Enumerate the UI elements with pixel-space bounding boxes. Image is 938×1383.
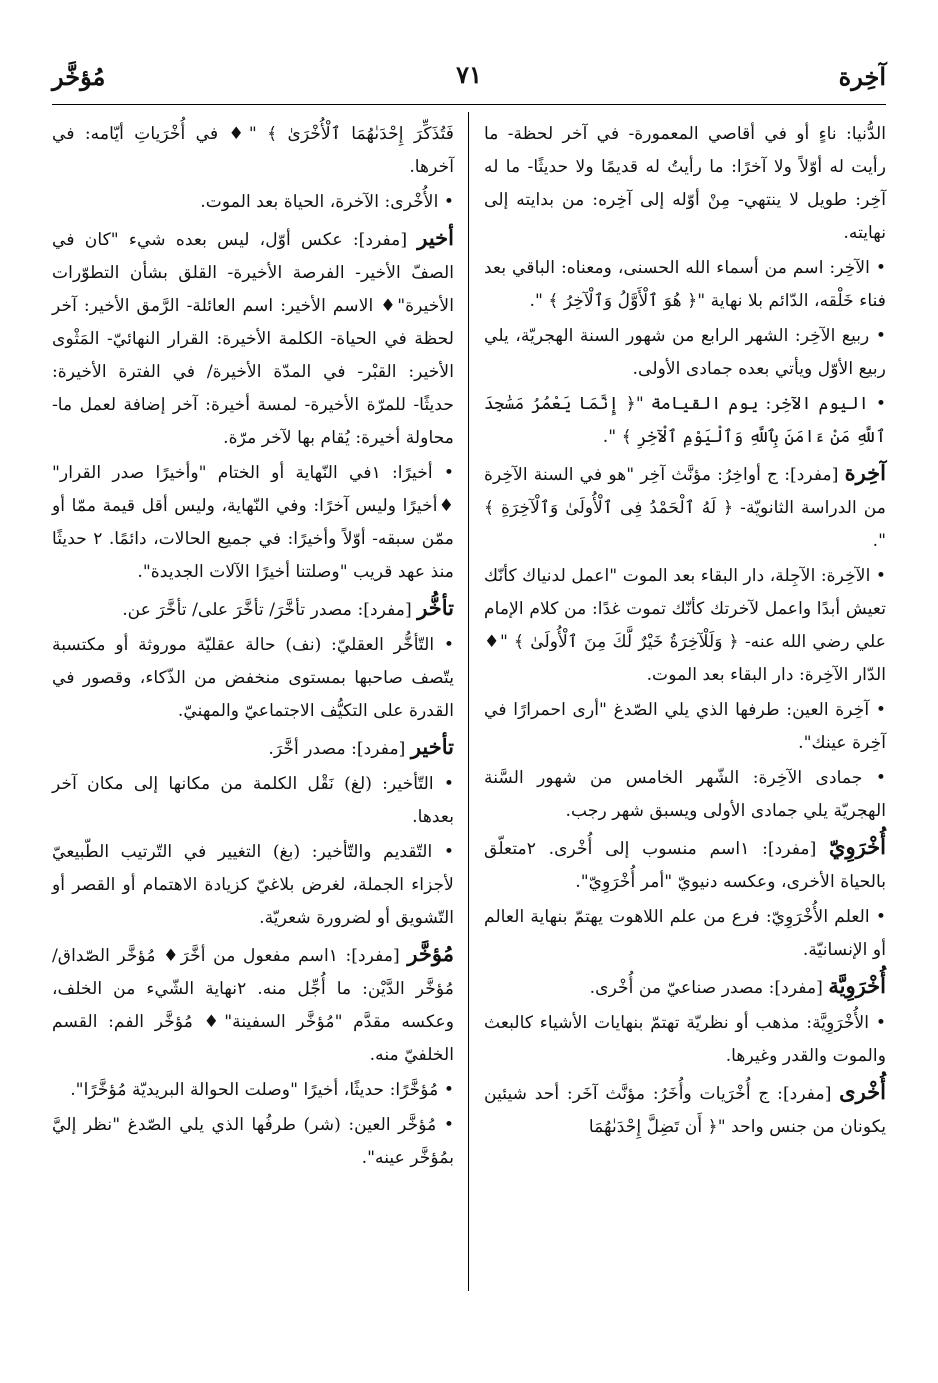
entry-headword: أُخْرى	[839, 1079, 886, 1104]
entry-paragraph	[52, 836, 454, 935]
entry-paragraph	[52, 186, 454, 219]
entry-text: [مفرد]: عكس أوّل، ليس بعده شيء "كان في الصفّ الأخير- الفرصة الأخيرة- القلق بشأن التطوّرات الأخيرة"♦ الاسم الأخير: اسم العائلة- الرَّمق الأخير: آخر لحظة في الحياة- الكلمة الأخيرة: القرار النهائيّ- المَثْوى الأخير: القبْر- في المدّة الأخيرة/ في الفترة الأخيرة: حديثًا- للمرّة الأخيرة- لمسة أخيرة: آخر إضافة لعمل ما- محاولة أخيرة: يُقام بها لآخر مرّة.	[52, 230, 454, 448]
entry-text: • مُؤخَّرًا: حديثًا، أخيرًا "وصلت الحوالة البريديّة مُؤخَّرًا".	[70, 1080, 454, 1100]
entry-paragraph	[52, 457, 454, 589]
header-last-word: مُؤخَّر	[52, 62, 106, 91]
entry-text: [مفرد]: ج أواخِرُ: مؤنَّث آخِر "هو في السنة الآخِرة من الدراسة الثانويّة- ﴿ لَهُ ٱلْحَمْدُ فِى ٱلْأُولَىٰ وَٱلْآخِرَةِ ﴾ ".	[484, 465, 886, 551]
dictionary-entry	[484, 1075, 886, 1144]
column-divider	[468, 112, 469, 1291]
entry-text: • العلم الأُخْرَوِيّ: فرع من علم اللاهوت يهتمّ بنهاية العالم أو الإنسانيّة.	[484, 907, 886, 960]
dictionary-entry	[52, 221, 454, 455]
entry-text: [مفرد]: مصدر صناعيّ من أُخْرى.	[589, 978, 829, 998]
right-column	[484, 118, 886, 1146]
dictionary-entry	[52, 730, 454, 766]
entry-paragraph	[52, 1109, 454, 1175]
page-header	[52, 44, 886, 94]
entry-text: • الأُخْرَوِيَّة: مذهب أو نظريّة تهتمّ بنهايات الأشياء كالبعث والموت والقدر وغيرها.	[484, 1013, 886, 1066]
entry-text: • الآخِر: اسم من أسماء الله الحسنى، ومعناه: الباقي بعد فناء خَلْقه، الدّائم بلا نهاية "﴿ هُوَ ٱلْأَوَّلُ وَٱلْآخِرُ ﴾ ".	[484, 258, 886, 311]
entry-text: • الأُخْرى: الآخرة، الحياة بعد الموت.	[200, 192, 454, 212]
dictionary-entry	[484, 456, 886, 558]
entry-headword: تأخير	[410, 734, 454, 759]
dictionary-entry	[484, 830, 886, 899]
entry-paragraph	[484, 1007, 886, 1073]
entry-paragraph	[52, 118, 454, 184]
entry-headword: تأخُّر	[417, 595, 454, 620]
header-first-word: آخِرة	[838, 62, 886, 91]
entry-text: • جمادى الآخِرة: الشّهر الخامس من شهور السَّنة الهجريّة يلي جمادى الأولى ويسبق شهر رجب.	[484, 768, 886, 821]
entry-text: فَتُذَكِّرَ إِحْدَىٰهُمَا ٱلْأُخْرَىٰ ﴾ "♦ في أُخْرَياتِ أيّامه: في آخرها.	[52, 124, 454, 177]
entry-text: • التّأخير: (لغ) نَقْل الكلمة من مكانها إلى مكان آخر بعدها.	[52, 774, 454, 827]
dictionary-entry	[52, 937, 454, 1072]
dictionary-entry	[52, 591, 454, 627]
entry-headword: أُخْرَوِيّ	[829, 834, 886, 859]
entry-text: [مفرد]: ج أُخْرَيات وأُخَرُ: مؤنَّث آخَر: أحد شيئين يكونان من جنس واحد "﴿ أَن تَضِلَّ إِحْدَىٰهُمَا	[484, 1084, 886, 1137]
entry-paragraph	[484, 560, 886, 692]
entry-text: [مفرد]: ١اسم منسوب إلى أُخْرى. ٢متعلّق بالحياة الأخرى، وعكسه دنيويّ "أمر أُخْرَوِيّ".	[484, 839, 886, 892]
page-number: ٧١	[456, 60, 482, 89]
entry-text: • اليوم الآخِر: يوم القيامة "﴿ إِنَّمَا يَعْمُرُ مَسَٰجِدَ ٱللَّهِ مَنْ ءَامَنَ بِٱللَّهِ وَٱلْيَوْمِ ٱلْآخِرِ ﴾ ".	[484, 394, 886, 447]
entry-text: • مُؤخَّر العين: (شر) طرفُها الذي يلي الصّدغ "نظر إليَّ بمُؤخَّر عينه".	[52, 1115, 454, 1168]
entry-headword: مُؤخَّر	[407, 941, 454, 966]
entry-paragraph	[484, 762, 886, 828]
left-column	[52, 118, 454, 1177]
entry-text: الدُّنيا: ناءٍ أو في أقاصي المعمورة- في آخر لحظة- ما رأيت له أوّلاً ولا آخرًا: ما رأيتُ له قديمًا ولا حديثًا- ما له آخِر: طويل لا ينتهي- مِنْ أوّله إلى آخِره: من بدايته إلى نهايته.	[484, 124, 886, 243]
entry-headword: أخير	[417, 225, 454, 250]
entry-paragraph	[484, 694, 886, 760]
entry-text: • أخيرًا: ١في النّهاية أو الختام "وأخيرًا صدر القرار" ♦أخيرًا وليس آخرًا: وفي النّهاية، وليس أقل قيمة ممّا أو ممّن سبقه- أوّلاً وأخيرًا: في جميع الحالات، دائمًا. ٢ حديثًا منذ عهد قريب "وصلتنا أخيرًا الآلات الجديدة".	[52, 463, 454, 582]
dictionary-entry	[484, 969, 886, 1005]
entry-paragraph	[52, 1074, 454, 1107]
entry-text: • التّقديم والتّأخير: (بغ) التغيير في التّرتيب الطّبيعيّ لأجزاء الجملة، لغرض بلاغيّ كزيادة الاهتمام أو القصر أو التّشويق أو لضرورة شعريّة.	[52, 842, 454, 928]
entry-headword: أُخْرَوِيَّة	[828, 973, 886, 998]
entry-text: [مفرد]: ١اسم مفعول من أخَّرَ♦ مُؤخَّر الصّداق/ مُؤخَّر الدَّيْن: ما أُجِّل منه. ٢نهاية الشّيء من الخلف، وعكسه مقدَّم "مُؤخَّر السفينة"♦ مُؤخَّر الفم: القسم الخلفيّ منه.	[52, 946, 454, 1065]
entry-text: • التّأخُّر العقليّ: (نف) حالة عقليّة موروثة أو مكتسبة يتّصف صاحبها بمستوى منخفض من الذّكاء، وقصور في القدرة على التكيُّف الاجتماعيّ والمهنيّ.	[52, 635, 454, 721]
entry-paragraph	[52, 629, 454, 728]
entry-paragraph	[52, 768, 454, 834]
entry-headword: آخِرة	[844, 460, 886, 485]
entry-paragraph	[484, 388, 886, 454]
entry-text: [مفرد]: مصدر أخَّرَ.	[268, 739, 411, 759]
header-rule	[52, 104, 886, 105]
entry-text: • آخِرة العين: طرفها الذي يلي الصّدغ "أرى احمرارًا في آخِرة عينك".	[484, 700, 886, 753]
entry-paragraph	[484, 320, 886, 386]
entry-paragraph	[484, 118, 886, 250]
entry-text: • الآخِرة: الآجِلة، دار البقاء بعد الموت "اعمل لدنياك كأنّك تعيش أبدًا واعمل لآخرتك كأنّك تموت غدًا: من كلام الإمام علي رضي الله عنه- ﴿ وَلَلْآخِرَةُ خَيْرٌ لَّكَ مِنَ ٱلْأُولَىٰ ﴾ "♦ الدّار الآخِرة: دار البقاء بعد الموت.	[484, 566, 886, 685]
entry-paragraph	[484, 901, 886, 967]
entry-text: • ربيع الآخِر: الشهر الرابع من شهور السنة الهجريّة، يلي ربيع الأوّل ويأتي بعده جمادى الأولى.	[484, 326, 886, 379]
entry-paragraph	[484, 252, 886, 318]
entry-text: [مفرد]: مصدر تأخَّرَ/ تأخَّرَ على/ تأخَّرَ عن.	[122, 600, 418, 620]
